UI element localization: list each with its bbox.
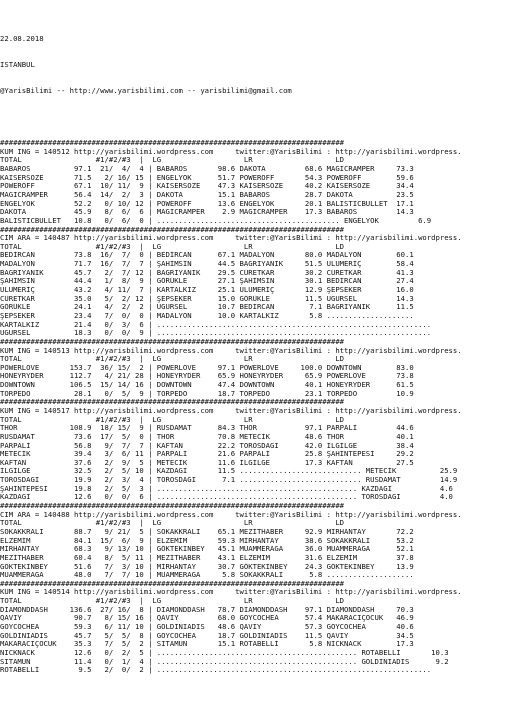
column-header-line: TOTAL #1/#2/#3 | LG LR LD <box>0 242 345 251</box>
result-row: THOR 108.9 18/ 15/ 9 | RUSDAMAT 84.3 THOR 97.1 PARPALİ 44.6 <box>0 424 414 433</box>
column-header-line: TOTAL #1/#2/#3 | LG LR LD <box>0 355 345 364</box>
report-contact: @YarisBilimi -- http://www.yarisbilimi.com -- yarisbilimi@gmail.com <box>0 87 292 96</box>
result-row: ULUMERİÇ 43.2 4/ 11/ 7 | KARTALKIZ 25.1 ULUMERİÇ 12.9 ŞEPSEKER 16.0 <box>0 286 414 295</box>
result-row: HONEYRYDER 112.7 4/ 21/ 28 | HONEYRYDER 65.9 HONEYRYDER 65.9 POWERLOVE 73.8 <box>0 372 414 381</box>
result-row: KAZDAĞI 12.6 0/ 0/ 6 | .............................................. TOROSDAĞI 4.0 <box>0 493 453 502</box>
result-row: MİRHANTAY 68.3 9/ 13/ 10 | GÖKTEKİNBEY 45.1 MUAMMERAĞA 36.0 MUAMMERAĞA 52.1 <box>0 545 414 554</box>
separator-line: ############################################################################### <box>0 398 345 407</box>
result-row: GOLDINIADIS 45.7 5/ 5/ 8 | GOYCOCHEA 18.7 GOLDINIADIS 11.5 QAVIY 34.5 <box>0 631 414 640</box>
separator-line: ############################################################################### <box>0 579 345 588</box>
race-header-line: KUM ING = 140514 http://yarisbilimi.wordpress.com twitter:@YarisBilimi : http://yarisbilimi.wordpress. <box>0 588 462 597</box>
column-header-line: TOTAL #1/#2/#3 | LG LR LD <box>0 597 345 606</box>
result-row: ŞEPSEKER 23.4 7/ 0/ 0 | MADALYON 10.0 KARTALKIZ 5.8 .................... <box>0 311 414 320</box>
result-row: KARTALKIZ 21.4 0/ 3/ 6 | ............................................................... <box>0 320 432 329</box>
result-row: CÜRETKAR 35.0 5/ 2/ 12 | ŞEPSEKER 15.0 GÖRÜKLE 11.5 UĞURSEL 14.3 <box>0 294 414 303</box>
separator-line: ############################################################################### <box>0 139 345 148</box>
result-row: KAISERSOZE 71.5 2/ 16/ 15 | ENGELYOK 51.7 POWEROFF 54.3 POWEROFF 59.6 <box>0 173 414 182</box>
result-row: BEDİRCAN 73.8 16/ 7/ 0 | BEDİRCAN 67.1 MADALYON 80.0 MADALYON 60.1 <box>0 251 414 260</box>
result-row: TOROSDAĞI 19.9 2/ 3/ 4 | TOROSDAĞI 7.1 ............................ RUSDAMAT 14.9 <box>0 476 458 485</box>
column-header-line: TOTAL #1/#2/#3 | LG LR LD <box>0 156 345 165</box>
race-tables <box>0 139 529 675</box>
column-header-line: TOTAL #1/#2/#3 | LG LR LD <box>0 415 345 424</box>
report-date: 22.08.2018 <box>0 35 44 44</box>
result-row: GÖRÜKLE 24.1 4/ 2/ 2 | UĞURSEL 10.7 BEDİRCAN 7.1 BAĞRIYANIK 11.5 <box>0 303 414 312</box>
result-row: MUAMMERAĞA 48.0 7/ 7/ 10 | MUAMMERAĞA 5.8 SOKAKKRALI 5.8 .................... <box>0 571 414 580</box>
result-row: NICKNACK 12.6 0/ 2/ 5 | .............................................. ROTABELLİ 10.3 <box>0 648 449 657</box>
result-row: RUSDAMAT 73.6 17/ 5/ 0 | THOR 70.8 METECİK 48.6 THOR 40.1 <box>0 432 414 441</box>
race-header-line: CIM ARA = 140488 http://yarisbilimi.wordpress.com twitter:@YarisBilimi : http://yarisbilimi.wordpress. <box>0 510 462 519</box>
result-row: ELZEMİM 84.1 15/ 6/ 9 | ELZEMİM 59.3 MİRHANTAY 38.6 SOKAKKRALI 53.2 <box>0 536 414 545</box>
race-header-line: KUM ING = 140512 http://yarisbilimi.wordpress.com twitter:@YarisBilimi : http://yarisbilimi.wordpress. <box>0 147 462 156</box>
result-row: ROTABELLİ 9.5 2/ 0/ 2 | ............................................................... <box>0 666 432 675</box>
result-row: SOKAKKRALI 88.7 9/ 21/ 5 | SOKAKKRALI 65.1 MEZİTHABER 92.9 MİRHANTAY 72.2 <box>0 527 414 536</box>
result-row: PARPALİ 56.8 9/ 7/ 7 | KAFTAN 22.2 TOROSDAĞI 42.0 İLGİLGE 38.4 <box>0 441 414 450</box>
report-city: ISTANBUL <box>0 61 35 70</box>
result-row: BALISTICBULLET 10.8 0/ 6/ 0 | .......................................... ENGELYOK 6.9 <box>0 216 432 225</box>
result-row: MAGICRAMPER 56.4 14/ 2/ 3 | DAKOTA 15.1 BABAROS 28.7 DAKOTA 23.5 <box>0 190 414 199</box>
blank-line <box>0 113 529 122</box>
result-row: SITAMUN 11.4 0/ 1/ 4 | .............................................. GOLDINIADIS 9.2 <box>0 657 449 666</box>
race-header-line: KUM ING = 140513 http://yarisbilimi.wordpress.com twitter:@YarisBilimi : http://yarisbilimi.wordpress. <box>0 346 462 355</box>
result-row: KAFTAN 37.6 2/ 9/ 5 | METECİK 11.6 İLGİLGE 17.3 KAFTAN 27.5 <box>0 458 414 467</box>
separator-line: ############################################################################### <box>0 225 345 234</box>
result-row: MEZİTHABER 60.4 8/ 5/ 11 | MEZİTHABER 43.1 ELZEMİM 31.6 ELZEMİM 37.8 <box>0 553 414 562</box>
result-row: UĞURSEL 18.3 0/ 0/ 9 | ............................................................... <box>0 329 432 338</box>
results-document <box>0 18 529 684</box>
result-row: GÖKTEKİNBEY 51.6 7/ 3/ 10 | MİRHANTAY 30.7 GÖKTEKİNBEY 24.3 GÖKTEKİNBEY 13.9 <box>0 562 414 571</box>
result-row: ENGELYOK 52.2 0/ 10/ 12 | POWEROFF 13.6 ENGELYOK 20.1 BALISTICBULLET 17.1 <box>0 199 414 208</box>
result-row: METECİK 39.4 3/ 6/ 11 | PARPALİ 21.6 PARPALİ 25.8 ŞAHİNTEPESİ 29.2 <box>0 450 414 459</box>
result-row: POWERLOVE 153.7 36/ 15/ 2 | POWERLOVE 97.1 POWERLOVE 100.0 DOWNTOWN 83.0 <box>0 363 414 372</box>
result-row: ŞAHİNTEPESİ 19.8 2/ 5/ 3 | .............................................. KAZDAĞI 4.6 <box>0 484 453 493</box>
result-row: İLGİLGE 32.5 2/ 5/ 10 | KAZDAĞI 11.5 ............................ METECİK 25.9 <box>0 467 458 476</box>
result-row: ŞAHİMSİN 44.4 1/ 8/ 9 | GÖRÜKLE 27.1 ŞAHİMSİN 30.1 BEDİRCAN 27.4 <box>0 277 414 286</box>
result-row: POWEROFF 67.1 10/ 11/ 9 | KAISERSOZE 47.3 KAISERSOZE 40.2 KAISERSOZE 34.4 <box>0 182 414 191</box>
result-row: TORPEDO 28.1 0/ 5/ 9 | TORPEDO 18.7 TORPEDO 23.1 TORPEDO 10.9 <box>0 389 414 398</box>
result-row: BAĞRIYANIK 45.7 2/ 7/ 12 | BAĞRIYANIK 29.5 CÜRETKAR 30.2 CÜRETKAR 41.3 <box>0 268 414 277</box>
result-row: QAVIY 90.7 8/ 15/ 16 | QAVIY 68.0 GOYCOCHEA 57.4 MAKARACIÇOCUK 46.9 <box>0 614 414 623</box>
separator-line: ############################################################################### <box>0 502 345 511</box>
result-row: DIAMONDDASH 136.6 27/ 16/ 8 | DIAMONDDASH 78.7 DIAMONDDASH 97.1 DIAMONDDASH 70.3 <box>0 605 414 614</box>
result-row: GOYCOCHEA 59.3 6/ 11/ 10 | GOLDINIADIS 48.6 QAVIY 57.3 GOYCOCHEA 40.6 <box>0 623 414 631</box>
result-row: DAKOTA 45.9 8/ 6/ 6 | MAGICRAMPER 2.9 MAGICRAMPER 17.3 BABAROS 14.3 <box>0 208 414 217</box>
result-row: MADALYON 71.7 16/ 7/ 7 | ŞAHİMSİN 44.5 BAĞRIYANIK 51.5 ULUMERİÇ 58.4 <box>0 260 414 269</box>
result-row: DOWNTOWN 106.5 15/ 14/ 16 | DOWNTOWN 47.4 DOWNTOWN 40.1 HONEYRYDER 61.5 <box>0 381 414 390</box>
result-row: BABAROS 97.1 21/ 4/ 4 | BABAROS 98.6 DAKOTA 68.6 MAGICRAMPER 73.3 <box>0 165 414 174</box>
column-header-line: TOTAL #1/#2/#3 | LG LR LD <box>0 519 345 528</box>
race-header-line: KUM ING = 140517 http://yarisbilimi.wordpress.com twitter:@YarisBilimi : http://yarisbilimi.wordpress. <box>0 406 462 415</box>
separator-line: ############################################################################### <box>0 337 345 346</box>
race-header-line: CIM ARA = 140487 http://yarisbilimi.wordpress.com twitter:@YarisBilimi : http://yarisbilimi.wordpress. <box>0 234 462 243</box>
result-row: MAKARACIÇOCUK 35.3 7/ 5/ 2 | SITAMUN 15.1 ROTABELLİ 5.8 NICKNACK 17.3 <box>0 640 414 649</box>
